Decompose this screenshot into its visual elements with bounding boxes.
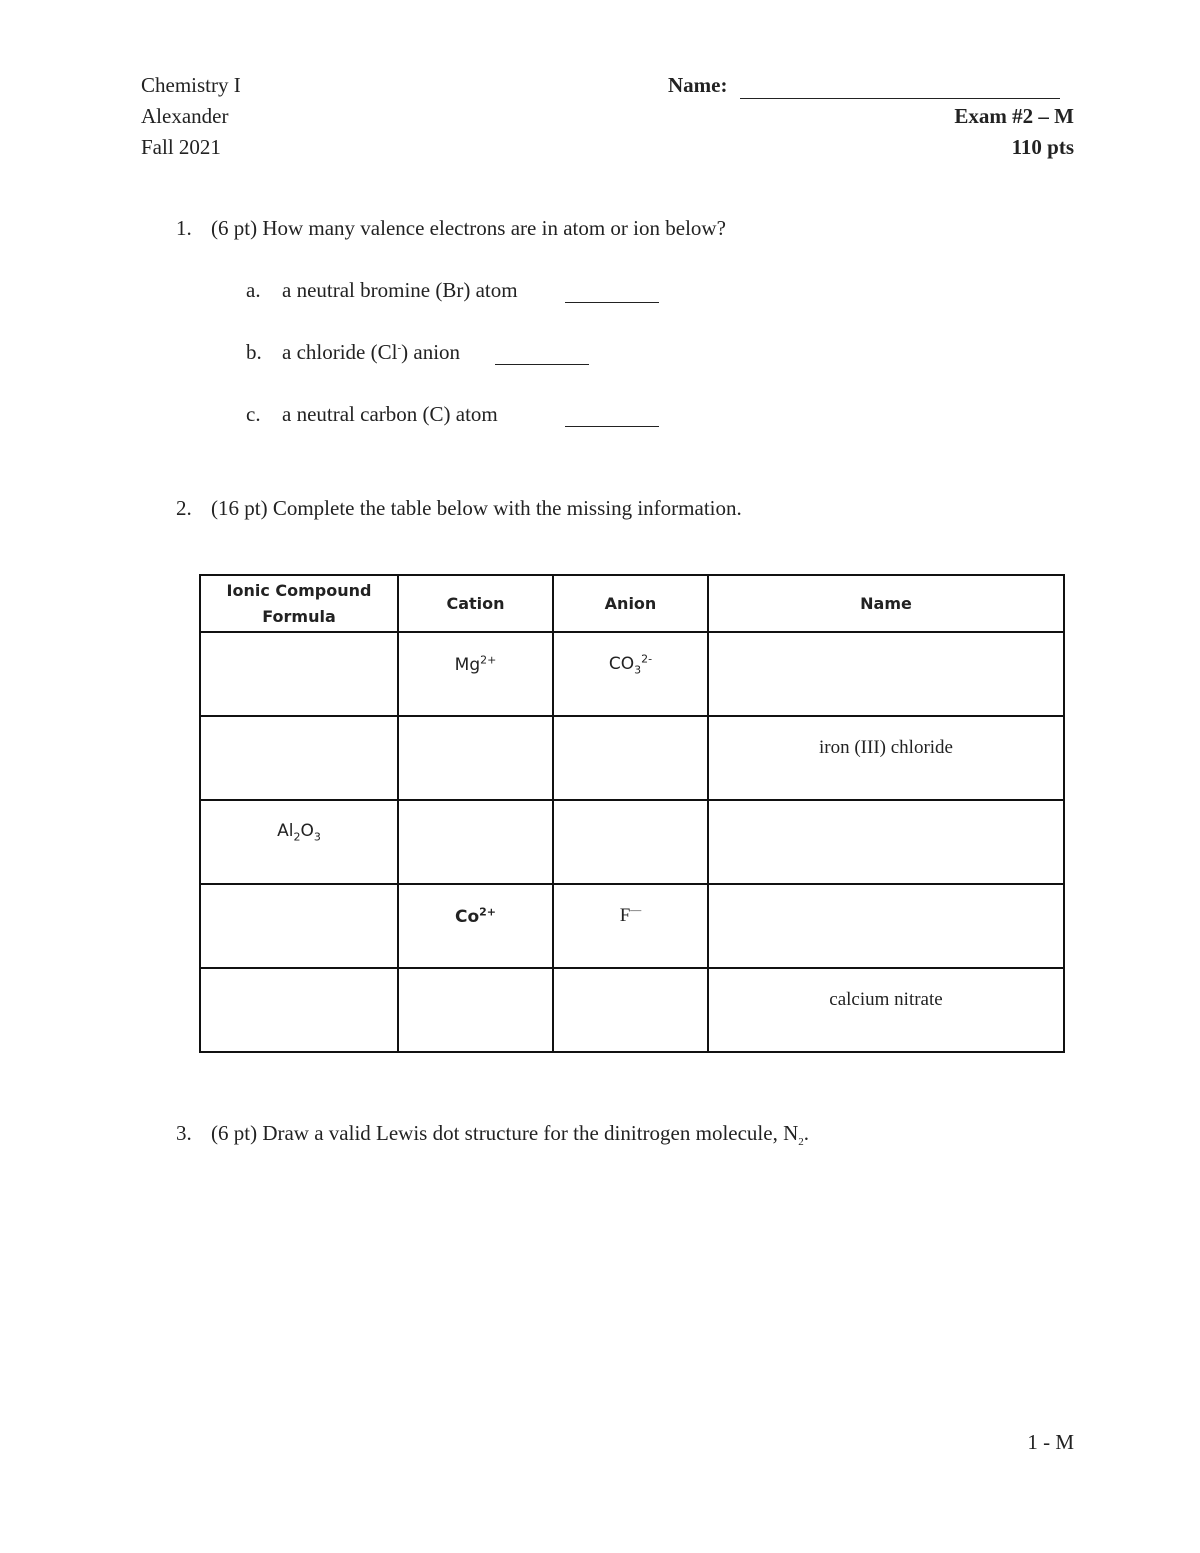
name-label: Name: <box>668 73 728 97</box>
table-row <box>200 716 1064 800</box>
anion-charge: — <box>630 904 642 917</box>
exam-points: 110 pts <box>1011 135 1074 159</box>
q1b-text-before: a chloride (Cl <box>282 340 398 364</box>
header-anion: Anion <box>553 575 708 632</box>
formula-part-b: O <box>300 820 314 841</box>
q1c-letter: c. <box>246 402 261 426</box>
cell-anion-empty[interactable] <box>553 968 708 1052</box>
cell-cation <box>398 884 553 968</box>
cell-formula-empty[interactable] <box>200 632 398 716</box>
cation-symbol: Co <box>454 906 480 927</box>
cell-cation-empty[interactable] <box>398 716 553 800</box>
q1-number: 1. <box>176 216 192 240</box>
table-header-row <box>200 575 1064 632</box>
header-name: Name <box>708 575 1064 632</box>
q3-drawing-area[interactable] <box>141 1160 1071 1410</box>
cell-cation <box>398 632 553 716</box>
cation-symbol: Mg <box>454 654 481 675</box>
q1a-letter: a. <box>246 278 261 302</box>
header-formula: Ionic Compound Formula <box>200 575 398 632</box>
header-cation: Cation <box>398 575 553 632</box>
formula-part-a: Al <box>277 820 294 841</box>
q1c-text: a neutral carbon (C) atom <box>282 402 498 426</box>
table-row <box>200 884 1064 968</box>
anion-charge: 2- <box>641 651 653 665</box>
cell-anion-empty[interactable] <box>553 800 708 884</box>
cell-cation-empty[interactable] <box>398 800 553 884</box>
cell-cation-empty[interactable] <box>398 968 553 1052</box>
instructor-name: Alexander <box>141 104 229 128</box>
cell-name <box>708 716 1064 800</box>
q1b-answer-blank[interactable] <box>495 342 589 365</box>
page-number: 1 - M <box>1027 1430 1074 1454</box>
q3-prompt <box>211 1121 809 1148</box>
formula-sub-b: 3 <box>313 830 321 844</box>
q1b-charge: - <box>397 342 402 354</box>
cell-formula <box>200 800 398 884</box>
exam-title: Exam #2 – M <box>954 104 1074 128</box>
cell-name-empty[interactable] <box>708 800 1064 884</box>
cell-anion-empty[interactable] <box>553 716 708 800</box>
q1c-answer-blank[interactable] <box>565 404 659 427</box>
anion-subscript: 3 <box>634 663 642 677</box>
cell-name <box>708 968 1064 1052</box>
anion-symbol: F <box>619 905 631 927</box>
term: Fall 2021 <box>141 135 221 159</box>
q1b-letter: b. <box>246 340 262 364</box>
cell-name-empty[interactable] <box>708 884 1064 968</box>
cell-formula-empty[interactable] <box>200 716 398 800</box>
cell-formula-empty[interactable] <box>200 968 398 1052</box>
q1b-text-after: ) anion <box>401 340 461 364</box>
formula-sub-a: 2 <box>293 830 301 844</box>
anion-symbol: CO <box>608 653 635 674</box>
name-field[interactable] <box>740 76 1060 99</box>
q3-number: 3. <box>176 1121 192 1145</box>
q3-prompt-text: (6 pt) Draw a valid Lewis dot structure for the dinitrogen molecule, N <box>211 1121 799 1145</box>
table-row <box>200 968 1064 1052</box>
compound-name: iron (III) chloride <box>819 737 953 758</box>
q1b-text <box>282 340 460 365</box>
table-row <box>200 800 1064 884</box>
table-row <box>200 632 1064 716</box>
q1a-text: a neutral bromine (Br) atom <box>282 278 518 302</box>
cell-formula-empty[interactable] <box>200 884 398 968</box>
q1a-answer-blank[interactable] <box>565 280 659 303</box>
q3-prompt-end: . <box>803 1121 809 1145</box>
cation-charge: 2+ <box>480 653 497 667</box>
q1-prompt: (6 pt) How many valence electrons are in atom or ion below? <box>211 216 726 240</box>
q2-prompt: (16 pt) Complete the table below with the missing information. <box>211 496 742 520</box>
compound-name: calcium nitrate <box>829 989 943 1010</box>
cell-name-empty[interactable] <box>708 632 1064 716</box>
cell-anion <box>553 632 708 716</box>
cell-anion <box>553 884 708 968</box>
q2-number: 2. <box>176 496 192 520</box>
q3-subscript: 2 <box>798 1136 804 1149</box>
course-name: Chemistry I <box>141 73 241 97</box>
ion-table <box>199 574 1065 1053</box>
cation-charge: 2+ <box>479 905 497 919</box>
